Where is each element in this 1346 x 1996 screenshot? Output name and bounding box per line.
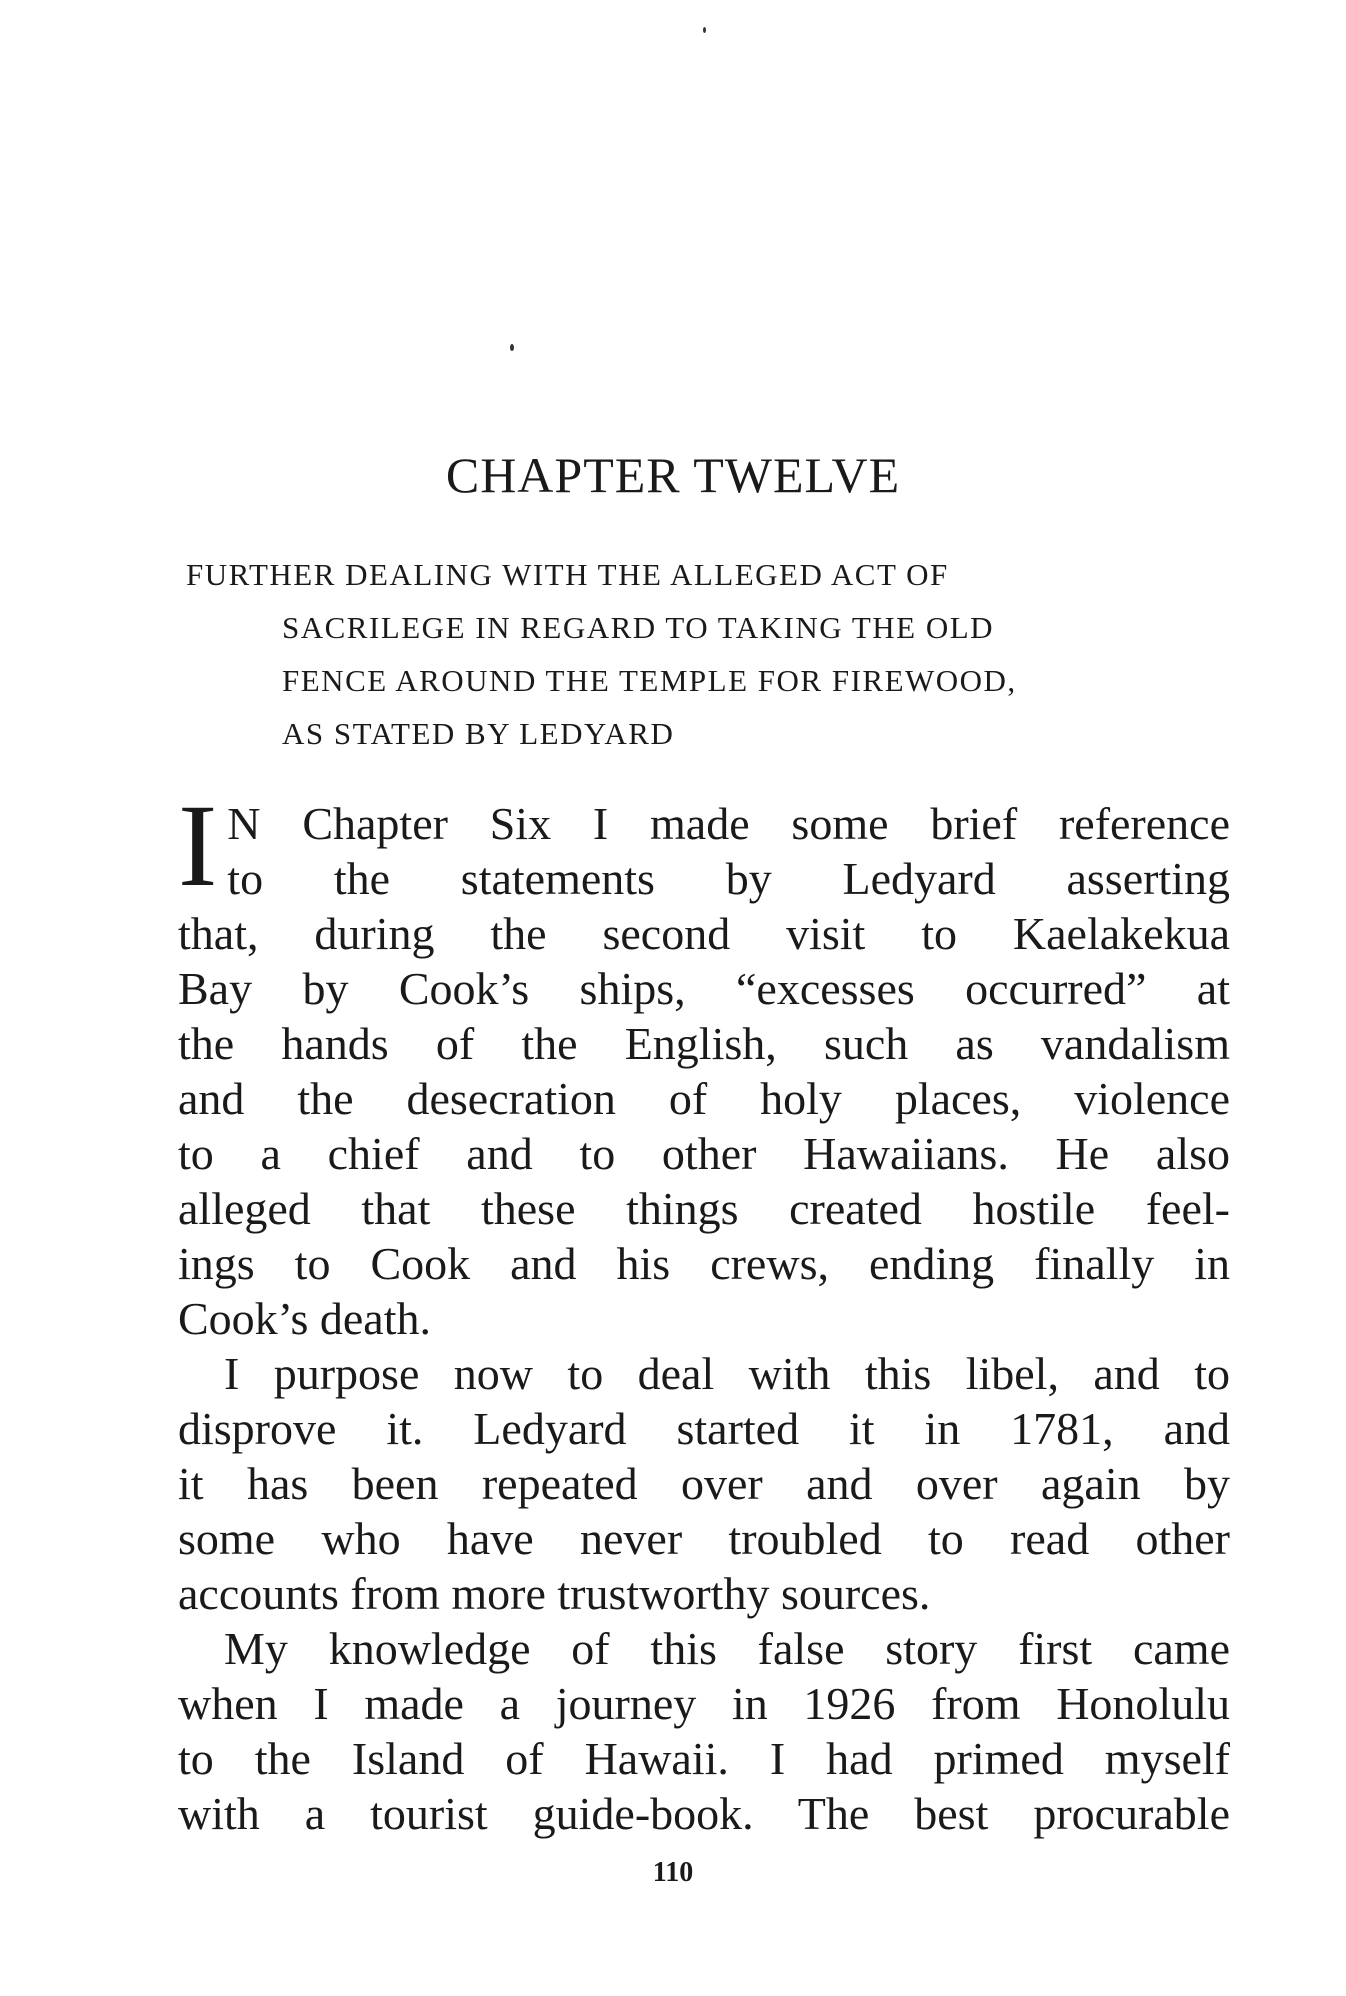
paragraph	[178, 1346, 1230, 1621]
text-line: some who have never troubled to read other	[178, 1513, 1230, 1564]
body-text	[178, 780, 1230, 1841]
subtitle-line: FURTHER DEALING WITH THE ALLEGED ACT OF	[186, 557, 949, 592]
text-line: I purpose now to deal with this libel, and to	[224, 1348, 1230, 1399]
text-line: with a tourist guide-book. The best procurable	[178, 1788, 1230, 1839]
paragraph	[178, 780, 1230, 1346]
text-line: My knowledge of this false story first came	[224, 1623, 1230, 1674]
text-line: accounts from more trustworthy sources.	[178, 1568, 931, 1619]
text-line: and the desecration of holy places, violence	[178, 1073, 1230, 1124]
text-line: when I made a journey in 1926 from Honolulu	[178, 1678, 1230, 1729]
ink-speck	[510, 344, 514, 351]
text-line: Bay by Cook’s ships, “excesses occurred” at	[178, 963, 1230, 1014]
text-line: to a chief and to other Hawaiians. He also	[178, 1128, 1230, 1179]
text-line: Cook’s death.	[178, 1293, 431, 1344]
text-line: it has been repeated over and over again by	[178, 1458, 1230, 1509]
chapter-subtitle	[186, 548, 1236, 760]
text-line: alleged that these things created hostile feel-	[178, 1183, 1230, 1234]
subtitle-line: AS STATED BY LEDYARD	[282, 716, 675, 751]
ink-speck	[703, 27, 706, 33]
text-line: that, during the second visit to Kaelakekua	[178, 908, 1230, 959]
page-number: 110	[652, 1857, 694, 1888]
text-line: to the Island of Hawaii. I had primed myself	[178, 1733, 1230, 1784]
text-line: N Chapter Six I made some brief reference	[227, 798, 1230, 849]
subtitle-line: SACRILEGE IN REGARD TO TAKING THE OLD	[282, 610, 995, 645]
text-line: to the statements by Ledyard asserting	[227, 853, 1230, 904]
text-line: ings to Cook and his crews, ending finally in	[178, 1238, 1230, 1289]
text-line: disprove it. Ledyard started it in 1781, and	[178, 1403, 1230, 1454]
chapter-title: CHAPTER TWELVE	[445, 447, 901, 503]
paragraph	[178, 1621, 1230, 1841]
text-line: the hands of the English, such as vandalism	[178, 1018, 1230, 1069]
subtitle-line: FENCE AROUND THE TEMPLE FOR FIREWOOD,	[282, 663, 1017, 698]
drop-cap: I	[178, 780, 218, 911]
